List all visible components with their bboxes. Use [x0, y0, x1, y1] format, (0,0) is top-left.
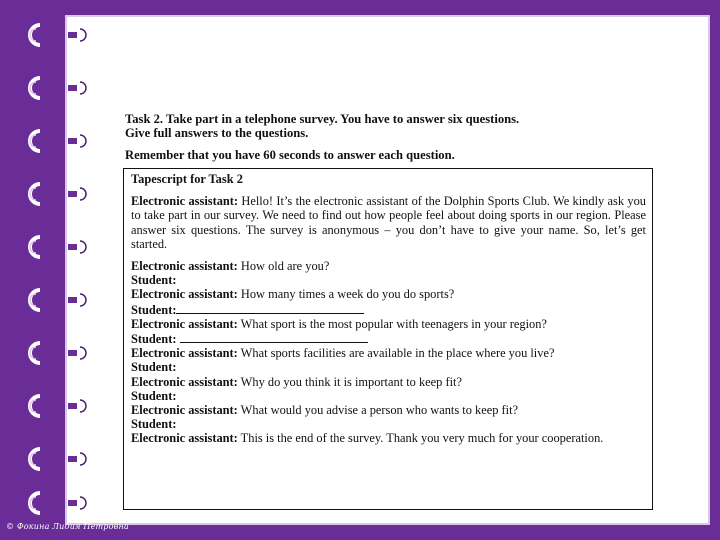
dialogue: [131, 259, 646, 446]
dialogue-line: [131, 302, 646, 317]
binder-ring-icon: [24, 22, 104, 48]
dialogue-line: [131, 360, 646, 374]
speaker-label: Electronic assistant:: [131, 431, 238, 446]
binder-ring-icon: [24, 287, 104, 313]
speaker-label: Student:: [131, 332, 177, 347]
speaker-label: Electronic assistant:: [131, 259, 238, 274]
speaker-label: Electronic assistant:: [131, 346, 238, 361]
binder-ring-icon: [24, 340, 104, 366]
speaker-label: Student:: [131, 360, 177, 375]
speaker-label: Student:: [131, 273, 177, 288]
dialogue-text: Why do you think it is important to keep fit?: [237, 374, 462, 389]
task-line-1: Task 2. Take part in a telephone survey. You have to answer six questions.: [125, 112, 520, 126]
binder-ring-icon: [24, 446, 104, 472]
answer-blank: [180, 331, 368, 343]
task-heading: [125, 112, 657, 140]
tapescript-title: Tapescript for Task 2: [131, 172, 243, 186]
binder-ring-icon: [24, 234, 104, 260]
dialogue-text: How many times a week do you do sports?: [237, 287, 455, 302]
speaker-label: Student:: [131, 417, 177, 432]
answer-blank: [176, 302, 364, 314]
intro-speaker: Electronic assistant:: [131, 194, 239, 209]
binder-ring-icon: [24, 181, 104, 207]
dialogue-text: What sport is the most popular with teenagers in your region?: [237, 316, 547, 331]
binder-ring-icon: [24, 128, 104, 154]
dialogue-line: [131, 273, 646, 287]
dialogue-line: [131, 331, 646, 346]
tapescript-intro: [131, 194, 646, 251]
dialogue-line: [131, 287, 646, 301]
speaker-label: Electronic assistant:: [131, 374, 238, 389]
dialogue-text: What sports facilities are available in the place where you live?: [237, 346, 555, 361]
binder-ring-icon: [24, 75, 104, 101]
dialogue-line: [131, 375, 646, 389]
dialogue-line: [131, 317, 646, 331]
speaker-label: Electronic assistant:: [131, 316, 238, 331]
task-instructions: [125, 112, 657, 162]
intro-text: Hello! It’s the electronic assistant of the Dolphin Sports Club. We kindly ask you to take part in our survey. We need to find out how people feel about doing sports in our region. Please answer six questions. The survey is anonymous – you don’t have to give your name. So, let’s get started.: [131, 194, 646, 251]
speaker-label: Student:: [131, 388, 177, 403]
time-note: Remember that you have 60 seconds to answer each question.: [125, 148, 455, 162]
author-credit: © Фокина Лидия Петровна: [6, 522, 129, 531]
dialogue-text: This is the end of the survey. Thank you very much for your cooperation.: [237, 431, 604, 446]
task-line-2: Give full answers to the questions.: [125, 126, 309, 140]
dialogue-line: [131, 346, 646, 360]
dialogue-line: [131, 389, 646, 403]
speaker-label: Electronic assistant:: [131, 287, 238, 302]
binder-ring-icon: [24, 393, 104, 419]
binder-ring-icon: [24, 490, 104, 516]
speaker-label: Student:: [131, 302, 177, 317]
dialogue-line: [131, 259, 646, 273]
dialogue-line: [131, 431, 646, 445]
dialogue-line: [131, 403, 646, 417]
tapescript-box: [123, 168, 653, 510]
dialogue-line: [131, 417, 646, 431]
dialogue-text: What would you advise a person who wants to keep fit?: [237, 403, 519, 418]
speaker-label: Electronic assistant:: [131, 403, 238, 418]
dialogue-text: How old are you?: [237, 259, 330, 274]
